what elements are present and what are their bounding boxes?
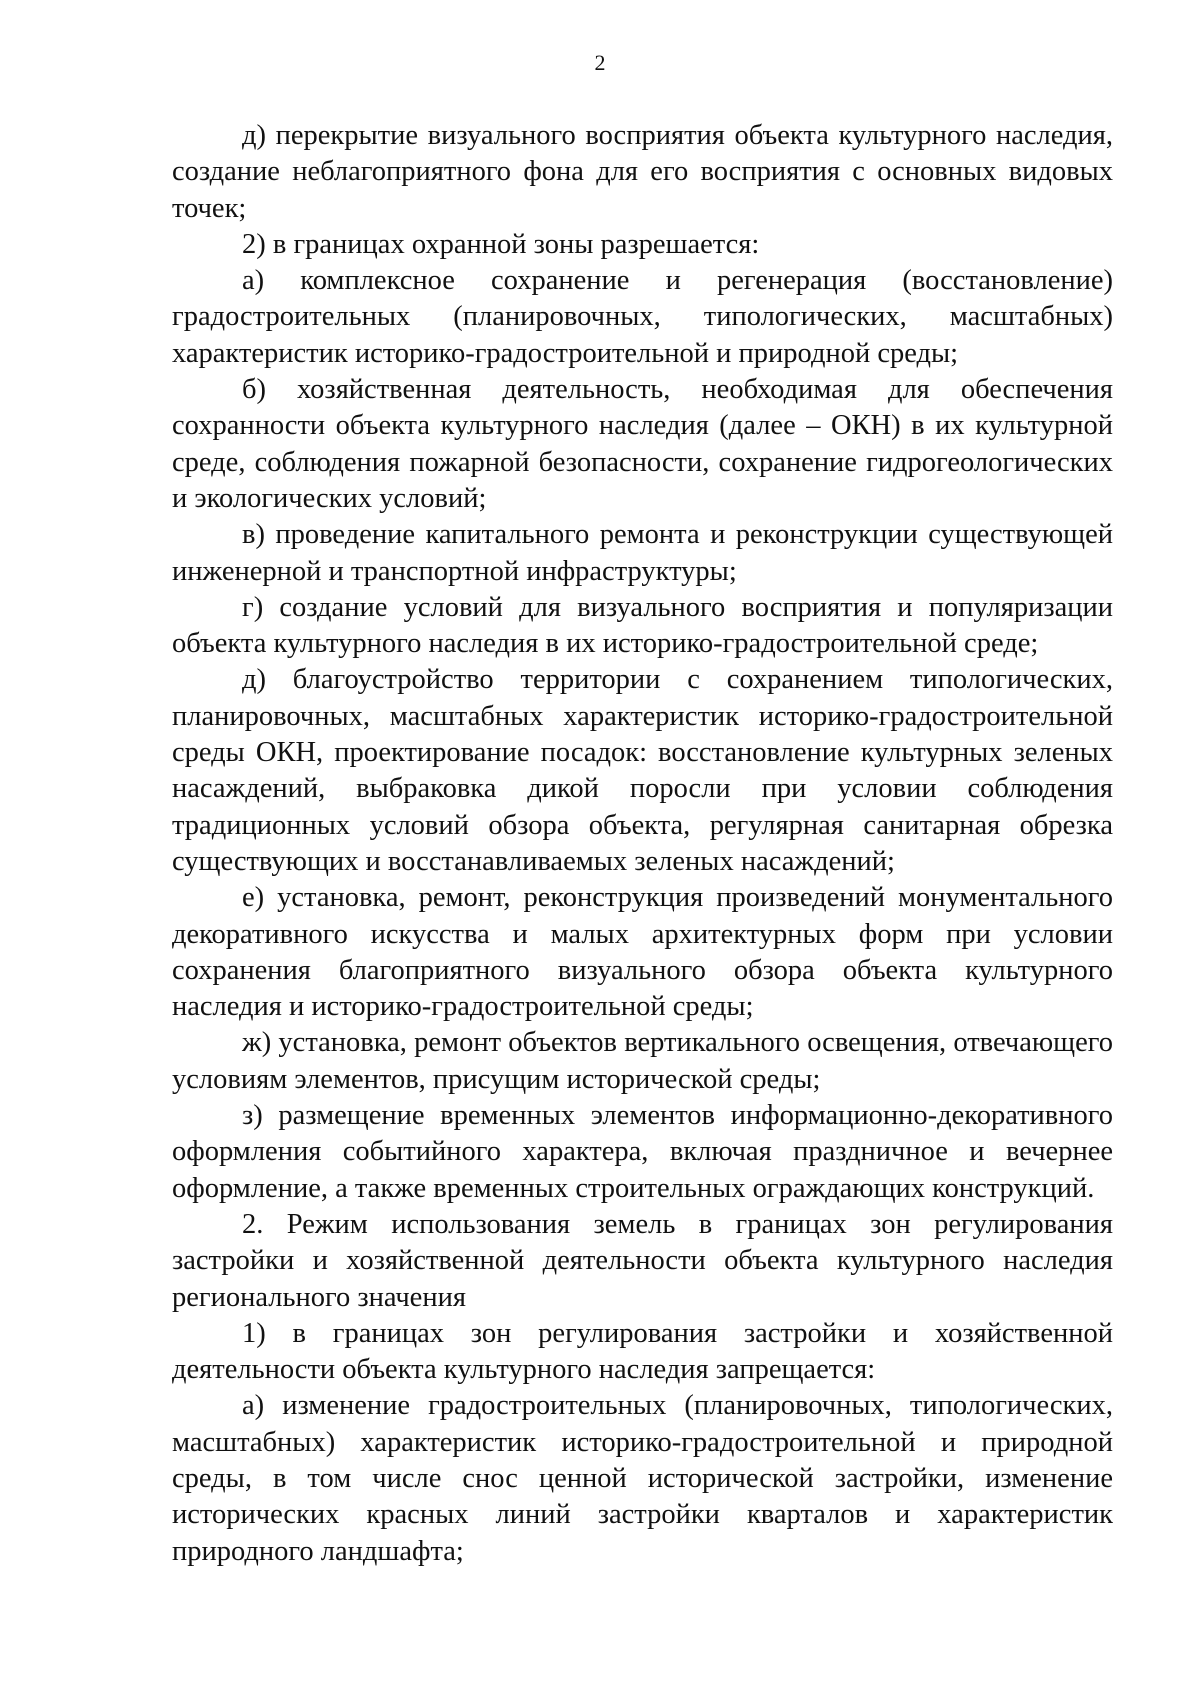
paragraph-z-temporary-elements: з) размещение временных элементов информационно-декоративного оформления событийного характера, включая праздничное и вечернее оформление, а также временных строительных ограждающих конструкций. (172, 1100, 1113, 1204)
paragraph-d-visual-overlap: д) перекрытие визуального восприятия объекта культурного наследия, создание неблагоприятного фона для его восприятия с основных видовых точек; (172, 120, 1113, 224)
document-body (172, 118, 1113, 1570)
page-number: 2 (594, 50, 606, 75)
paragraph-b-economic-activity: б) хозяйственная деятельность, необходимая для обеспечения сохранности объекта культурного наследия (далее – ОКН) в их культурной среде, соблюдения пожарной безопасности, сохранение гидрогеологических и экологических условий; (172, 374, 1113, 514)
paragraph-a-change-characteristics: а) изменение градостроительных (планировочных, типологических, масштабных) характеристик историко-градостроительной и природной среды, в том числе снос ценной исторической застройки, изменение исторических красных линий застройки кварталов и характеристик природного ландшафта; (172, 1390, 1113, 1567)
paragraph-a-complex-preservation: а) комплексное сохранение и регенерация (восстановление) градостроительных (планировочных, типологических, масштабных) характеристик историко-градостроительной и природной среды; (172, 265, 1113, 369)
paragraph-v-repair-infrastructure: в) проведение капитального ремонта и реконструкции существующей инженерной и транспортной инфраструктуры; (172, 519, 1113, 587)
paragraph-section-2-land-use: 2. Режим использования земель в границах зон регулирования застройки и хозяйственной деятельности объекта культурного наследия регионального значения (172, 1208, 1113, 1313)
paragraph-zh-lighting: ж) установка, ремонт объектов вертикального освещения, отвечающего условиям элементов, присущим исторической среды; (172, 1027, 1113, 1095)
paragraph-d-landscaping: д) благоустройство территории с сохранением типологических, планировочных, масштабных характеристик историко-градостроительной среды ОКН, проектирование посадок: восстановление культурных зеленых насаждений, выбраковка дикой поросли при условии соблюдения традиционных условий обзора объекта, регулярная санитарная обрезка существующих и восстанавливаемых зеленых насаждений; (172, 664, 1113, 877)
paragraph-e-monumental-art: е) установка, ремонт, реконструкция произведений монументального декоративного искусства и малых архитектурных форм при условии сохранения благоприятного визуального обзора объекта культурного наследия и историко-градостроительной среды; (172, 882, 1113, 1023)
paragraph-1-prohibited: 1) в границах зон регулирования застройки и хозяйственной деятельности объекта культурного наследия запрещается: (172, 1317, 1113, 1386)
paragraph-g-visual-perception: г) создание условий для визуального восприятия и популяризации объекта культурного наследия в их историко-градостроительной среде; (172, 591, 1113, 660)
paragraph-protection-zone-allowed: 2) в границах охранной зоны разрешается: (242, 228, 760, 260)
